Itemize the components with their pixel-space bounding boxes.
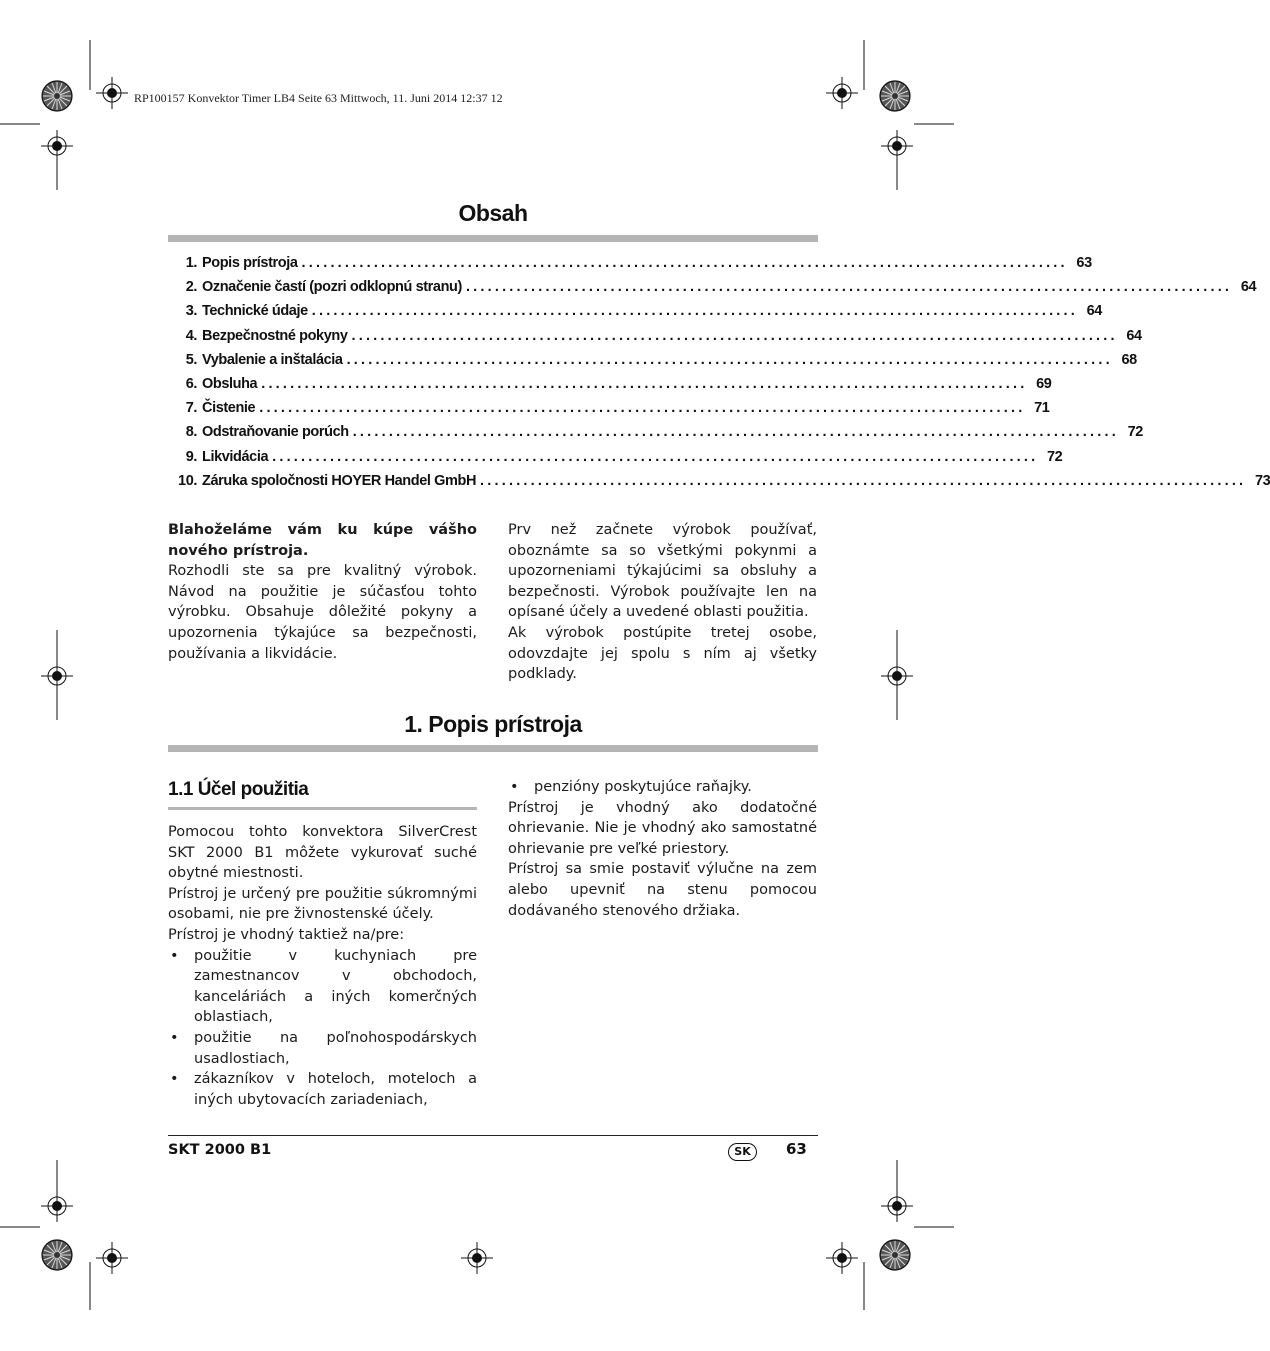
- toc-entry-page: 64: [1240, 279, 1257, 296]
- toc-entry-title: Záruka spoločnosti HOYER Handel GmbH: [202, 472, 477, 489]
- toc-leader-dots: ..........................................................................................................: [259, 400, 1026, 417]
- usage-list: [168, 946, 477, 1111]
- toc-entry-page: 73: [1254, 472, 1270, 489]
- toc-entry-number: 9.: [185, 448, 197, 465]
- toc-entry-title: Označenie častí (pozri odklopnú stranu): [202, 279, 462, 296]
- intro-right-paragraph-2: Ak výrobok postúpite tretej osobe, odovzdajte jej spolu s ním aj všetky podklady.: [508, 624, 817, 683]
- intro-left-column: [168, 520, 477, 664]
- toc-leader-dots: ..........................................................................................................: [301, 255, 1068, 271]
- list-item: • použitie na poľnohospodárskych usadlostiach,: [168, 1028, 477, 1069]
- language-badge: SK: [728, 1143, 757, 1161]
- toc-leader-dots: ..........................................................................................................: [272, 448, 1039, 465]
- section-1-paragraph-1: Pomocou tohto konvektora SilverCrest SKT 2000 B1 môžete vykurovať suché obytné miestnosti.: [168, 824, 477, 882]
- table-of-contents: [168, 255, 1270, 497]
- toc-entry-page: 64: [1086, 303, 1102, 320]
- toc-entry-page: 72: [1127, 424, 1143, 441]
- list-item: • penzióny poskytujúce raňajky.: [508, 777, 817, 798]
- toc-entry[interactable]: [168, 303, 1102, 327]
- toc-entry-page: 71: [1034, 400, 1050, 417]
- toc-title-rule: [168, 235, 818, 242]
- section-1-rule: [168, 745, 818, 752]
- toc-leader-dots: ..........................................................................................................: [311, 303, 1078, 320]
- toc-entry-title: Technické údaje: [202, 303, 308, 320]
- toc-entry[interactable]: [168, 279, 1257, 303]
- toc-entry-page: 72: [1047, 448, 1063, 465]
- toc-entry[interactable]: [168, 472, 1270, 497]
- footer-model: SKT 2000 B1: [168, 1142, 272, 1158]
- toc-entry-page: 63: [1076, 255, 1092, 271]
- toc-entry-page: 64: [1126, 327, 1142, 344]
- intro-right-column: [508, 520, 817, 685]
- toc-entry-page: 68: [1121, 351, 1137, 368]
- section-1-paragraph-2: Prístroj je určený pre použitie súkromnými osobami, nie pre živnostenské účely.: [168, 885, 477, 923]
- footer-rule: [168, 1135, 818, 1136]
- section-1-title: 1. Popis prístroja: [404, 711, 582, 737]
- toc-entry-number: 6.: [185, 375, 197, 392]
- toc-title: Obsah: [458, 200, 528, 226]
- toc-entry-number: 10.: [178, 472, 197, 489]
- toc-entry[interactable]: [168, 400, 1050, 424]
- print-info-line: RP100157 Konvektor Timer LB4 Seite 63 Mittwoch, 11. Juni 2014 12:37 12: [134, 91, 503, 105]
- toc-leader-dots: ..........................................................................................................: [351, 327, 1118, 344]
- intro-heading: Blahoželáme vám ku kúpe vášho nového prístroja.: [168, 522, 477, 559]
- toc-entry-page: 69: [1036, 375, 1052, 392]
- section-1-paragraph-3: Prístroj je vhodný taktiež na/pre:: [168, 926, 405, 943]
- toc-entry-title: Čistenie: [202, 400, 256, 417]
- toc-entry-title: Popis prístroja: [202, 255, 298, 271]
- toc-entry-title: Vybalenie a inštalácia: [202, 351, 343, 368]
- toc-entry-number: 3.: [185, 303, 197, 320]
- section-1-paragraph-4: Prístroj je vhodný ako dodatočné ohrievanie. Nie je vhodný ako samostatné ohrievanie pre veľké priestory.: [508, 799, 817, 857]
- section-1-right-column: [508, 777, 817, 921]
- toc-leader-dots: ..........................................................................................................: [480, 472, 1247, 489]
- toc-entry-number: 4.: [185, 327, 197, 344]
- toc-entry[interactable]: [168, 255, 1092, 279]
- toc-entry-number: 5.: [185, 351, 197, 368]
- toc-entry-number: 8.: [185, 424, 197, 441]
- toc-entry-number: 1.: [185, 255, 197, 271]
- section-1-paragraph-5: Prístroj sa smie postaviť výlučne na zem alebo upevniť na stenu pomocou dodávaného stenového držiaka.: [508, 861, 817, 919]
- toc-leader-dots: ..........................................................................................................: [346, 351, 1113, 368]
- list-item: • zákazníkov v hoteloch, moteloch a iných ubytovacích zariadeniach,: [168, 1069, 477, 1110]
- toc-entry[interactable]: [168, 327, 1142, 352]
- toc-entry-title: Obsluha: [202, 375, 258, 392]
- toc-entry[interactable]: [168, 424, 1143, 448]
- toc-leader-dots: ..........................................................................................................: [352, 424, 1119, 441]
- subsection-1-1-title: 1.1 Účel použitia: [168, 779, 309, 800]
- section-1-left-column: [168, 822, 477, 1110]
- toc-entry[interactable]: [168, 375, 1052, 400]
- toc-entry-title: Likvidácia: [202, 448, 269, 465]
- subsection-1-1-rule: [168, 807, 477, 810]
- toc-entry-number: 7.: [185, 400, 197, 417]
- toc-leader-dots: ..........................................................................................................: [261, 375, 1028, 392]
- toc-leader-dots: ..........................................................................................................: [465, 279, 1233, 296]
- toc-entry-title: Bezpečnostné pokyny: [202, 327, 348, 344]
- toc-entry[interactable]: [168, 448, 1063, 473]
- toc-entry[interactable]: [168, 351, 1137, 376]
- usage-list-continued: [508, 777, 817, 798]
- intro-left-text: Rozhodli ste sa pre kvalitný výrobok. Návod na použitie je súčasťou tohto výrobku. Obsahuje dôležité pokyny a upozornenia týkajúce sa bezpečnosti, používania a likvidácie.: [168, 563, 477, 662]
- toc-entry-number: 2.: [185, 279, 197, 296]
- toc-entry-title: Odstraňovanie porúch: [202, 424, 349, 441]
- intro-right-paragraph-1: Prv než začnete výrobok používať, oboznámte sa so všetkými pokynmi a upozorneniami týkajúcimi sa obsluhy a bezpečnosti. Výrobok používajte len na opísané účely a uvedené oblasti použitia.: [508, 522, 817, 621]
- list-item: • použitie v kuchyniach pre zamestnancov v obchodoch, kanceláriách a iných komerčných oblastiach,: [168, 946, 477, 1028]
- page-number: 63: [786, 1140, 807, 1158]
